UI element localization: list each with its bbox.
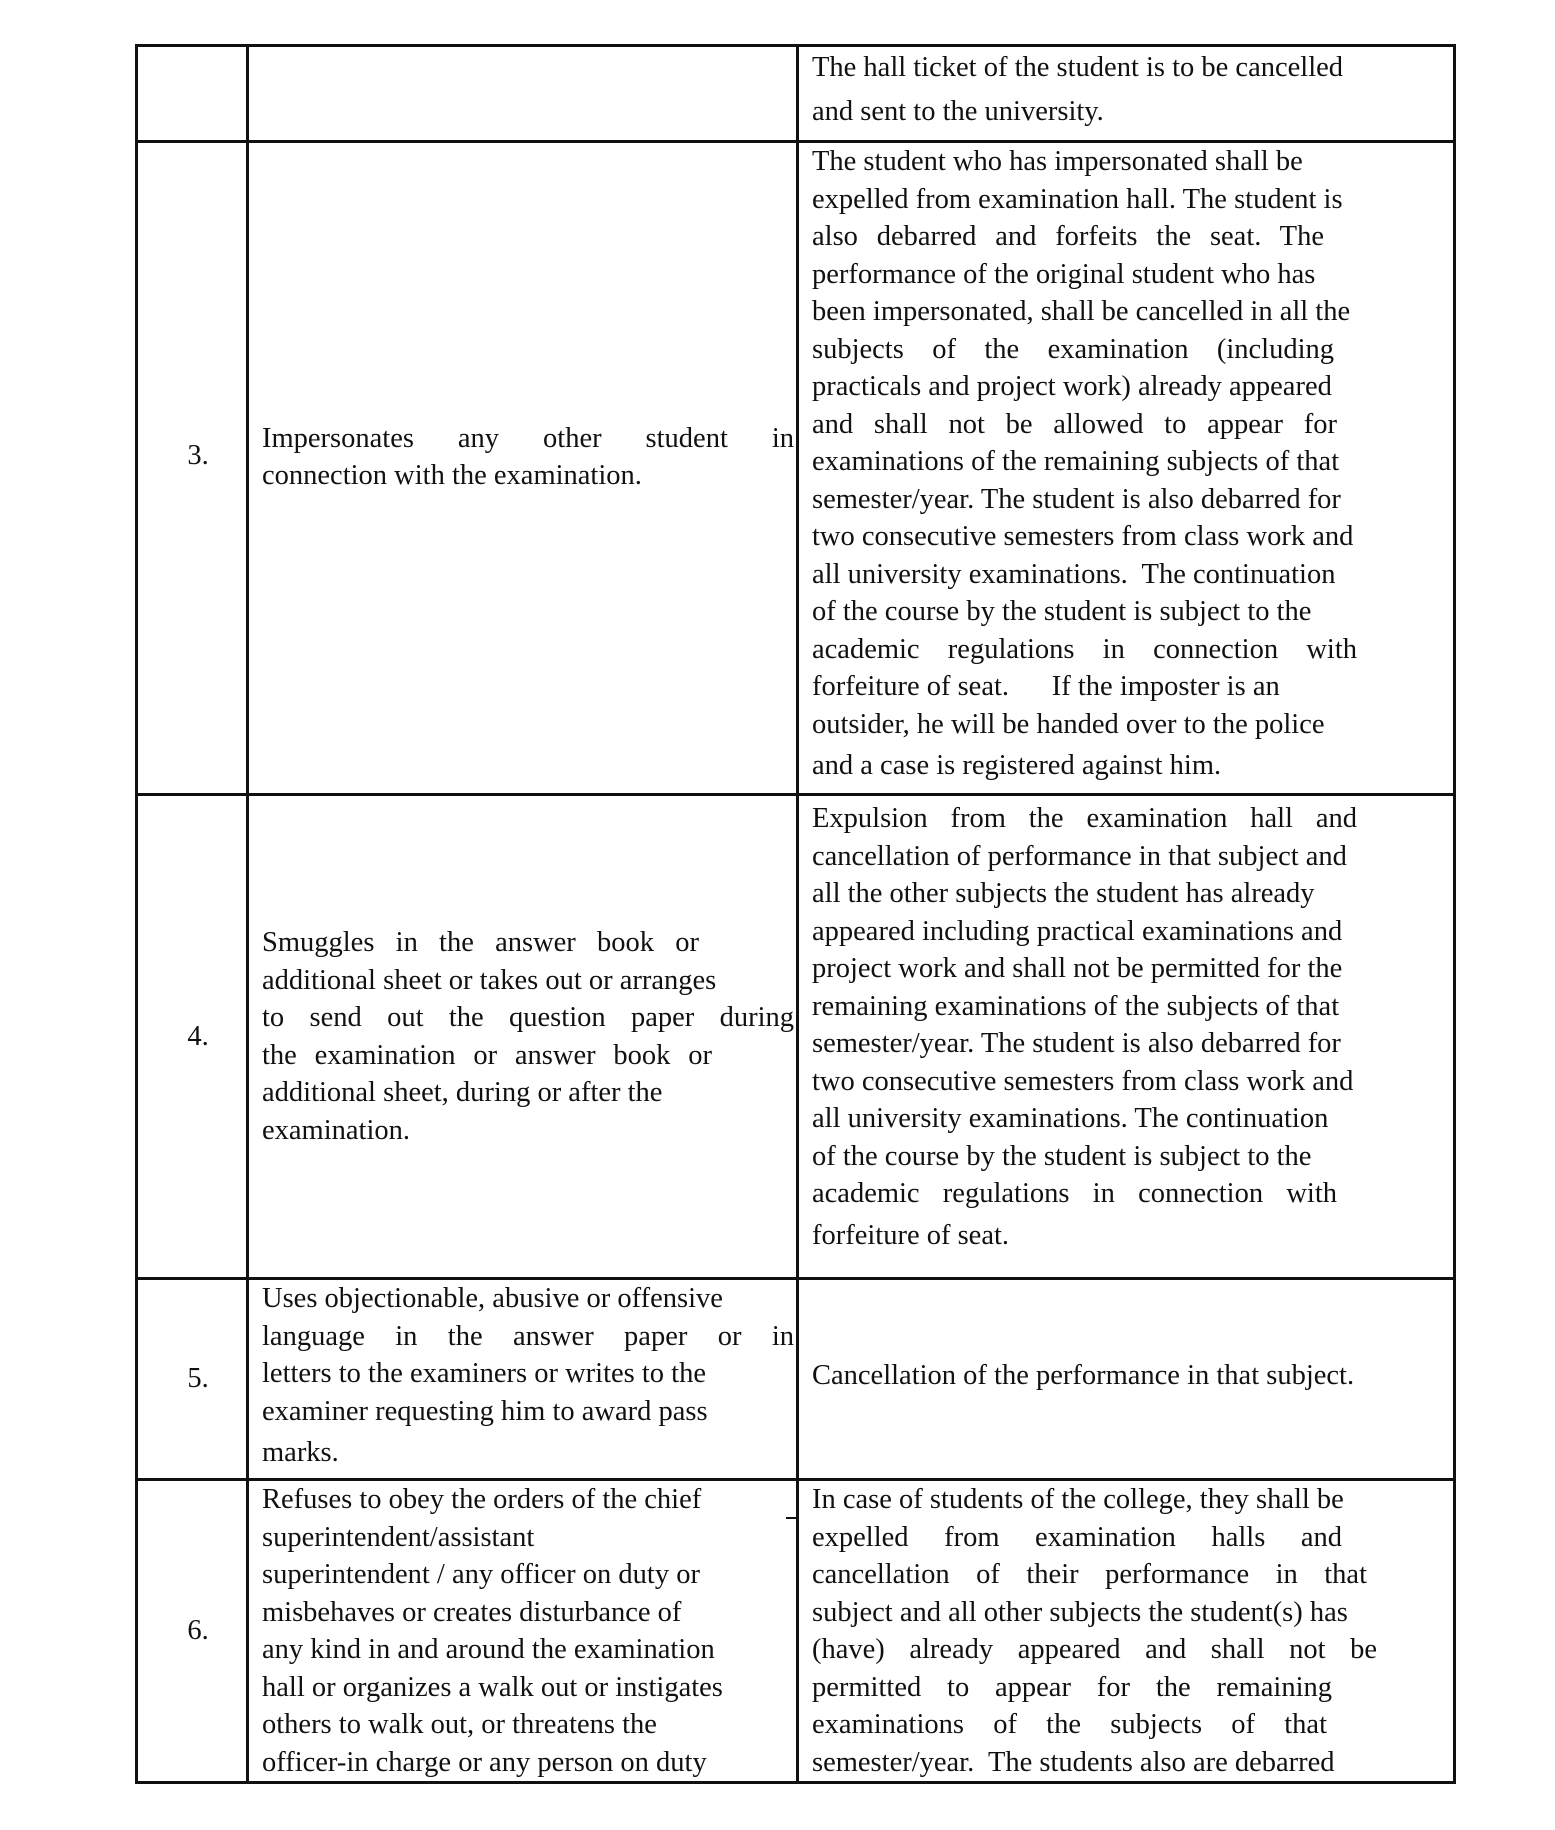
offence-line: Uses objectionable, abusive or offensive [262,1283,723,1314]
offence-line: misbehaves or creates disturbance of [262,1596,682,1628]
offence-line: hall or organizes a walk out or instigates [262,1671,723,1703]
punishment-line: two consecutive semesters from class work and [812,1065,1354,1097]
punishment-line: outsider, he will be handed over to the police [812,708,1325,740]
punishment-line: Cancellation of the performance in that subject. [812,1360,1355,1392]
punishment-line: cancellation of their performance in that [812,1559,1367,1590]
punishment-line: subject and all other subjects the student(s) has [812,1596,1348,1628]
punishment-line: examinations of the remaining subjects of that [812,446,1340,477]
punishment-line: performance of the original student who has [812,258,1316,290]
punishment-line: semester/year. The students also are debarred [812,1746,1335,1778]
punishment-line: also debarred and forfeits the seat. The [812,221,1324,252]
offence-line: Smuggles in the answer book or [262,927,699,958]
offence-cell [248,142,798,795]
offence-line: superintendent/assistant [262,1521,535,1553]
punishment-line: two consecutive semesters from class work and [812,521,1354,552]
punishment-line: The hall ticket of the student is to be cancelled [812,52,1344,83]
punishment-line: all university examinations. The continuation [812,1103,1329,1134]
offence-line: superintendent / any officer on duty or [262,1559,700,1590]
table-body [137,46,1455,1783]
offence-line: additional sheet, during or after the [262,1077,663,1108]
serial-cell: 3. [137,142,248,795]
punishment-line: expelled from examination hall. The student is [812,183,1343,215]
punishment-line: semester/year. The student is also debarred for [812,1028,1341,1059]
punishment-line: of the course by the student is subject to the [812,1140,1312,1172]
punishment-line: project work and shall not be permitted for the [812,953,1343,984]
offence-line: Impersonates any other student in [262,422,794,454]
punishment-line: been impersonated, shall be cancelled in all the [812,296,1351,327]
punishment-cell [798,795,1455,1279]
punishment-line: permitted to appear for the remaining [812,1671,1332,1703]
table-row [137,1279,1455,1480]
punishment-line: In case of students of the college, they shall be [812,1484,1344,1515]
offence-line: officer-in charge or any person on duty [262,1746,707,1778]
dash-mark [786,1517,796,1519]
punishment-line: Expulsion from the examination hall and [812,803,1357,834]
offence-line: connection with the examination. [262,460,642,491]
punishment-line: of the course by the student is subject to the [812,596,1312,627]
malpractice-punishment-table [135,44,1456,1784]
offence-line: others to walk out, or threatens the [262,1709,657,1740]
punishment-line: remaining examinations of the subjects of that [812,990,1340,1022]
offence-line: the examination or answer book or [262,1039,712,1071]
punishment-line: semester/year. The student is also debarred for [812,483,1341,515]
punishment-cell [798,46,1455,142]
offence-line: any kind in and around the examination [262,1634,715,1665]
punishment-cell [798,1480,1455,1783]
table-row [137,46,1455,142]
offence-line: language in the answer paper or in [262,1320,794,1352]
offence-line: examination. [262,1114,410,1146]
offence-line: Refuses to obey the orders of the chief [262,1484,702,1515]
offence-line: additional sheet or takes out or arranges [262,964,717,996]
punishment-cell [798,142,1455,795]
punishment-line: and shall not be allowed to appear for [812,408,1337,440]
offence-cell [248,1480,798,1783]
serial-cell: 5. [137,1279,248,1480]
punishment-line: The student who has impersonated shall be [812,146,1303,177]
table-row [137,142,1455,795]
punishment-line: practicals and project work) already appeared [812,371,1332,402]
table-row [137,795,1455,1279]
punishment-line: forfeiture of seat. If the imposter is an [812,671,1280,702]
punishment-line: examinations of the subjects of that [812,1709,1327,1740]
table-row [137,1480,1455,1783]
punishment-cell [798,1279,1455,1480]
punishment-line: and a case is registered against him. [812,750,1222,781]
punishment-line: subjects of the examination (including [812,333,1334,365]
serial-cell: 4. [137,795,248,1279]
offence-cell [248,46,798,142]
serial-cell [137,46,248,142]
offence-line: marks. [262,1437,339,1468]
punishment-line: appeared including practical examinations and [812,915,1343,947]
punishment-line: (have) already appeared and shall not be [812,1634,1377,1665]
offence-cell [248,1279,798,1480]
punishment-line: all the other subjects the student has already [812,878,1315,909]
offence-cell [248,795,798,1279]
punishment-line: academic regulations in connection with [812,633,1357,665]
offence-line: to send out the question paper during [262,1002,794,1033]
punishment-line: and sent to the university. [812,95,1104,127]
serial-cell: 6. [137,1480,248,1783]
punishment-line: all university examinations. The continuation [812,558,1336,590]
offence-line: letters to the examiners or writes to the [262,1358,706,1389]
punishment-line: academic regulations in connection with [812,1178,1337,1209]
punishment-line: forfeiture of seat. [812,1219,1010,1251]
offence-line: examiner requesting him to award pass [262,1395,708,1427]
punishment-line: expelled from examination halls and [812,1521,1342,1553]
punishment-line: cancellation of performance in that subject and [812,840,1347,872]
